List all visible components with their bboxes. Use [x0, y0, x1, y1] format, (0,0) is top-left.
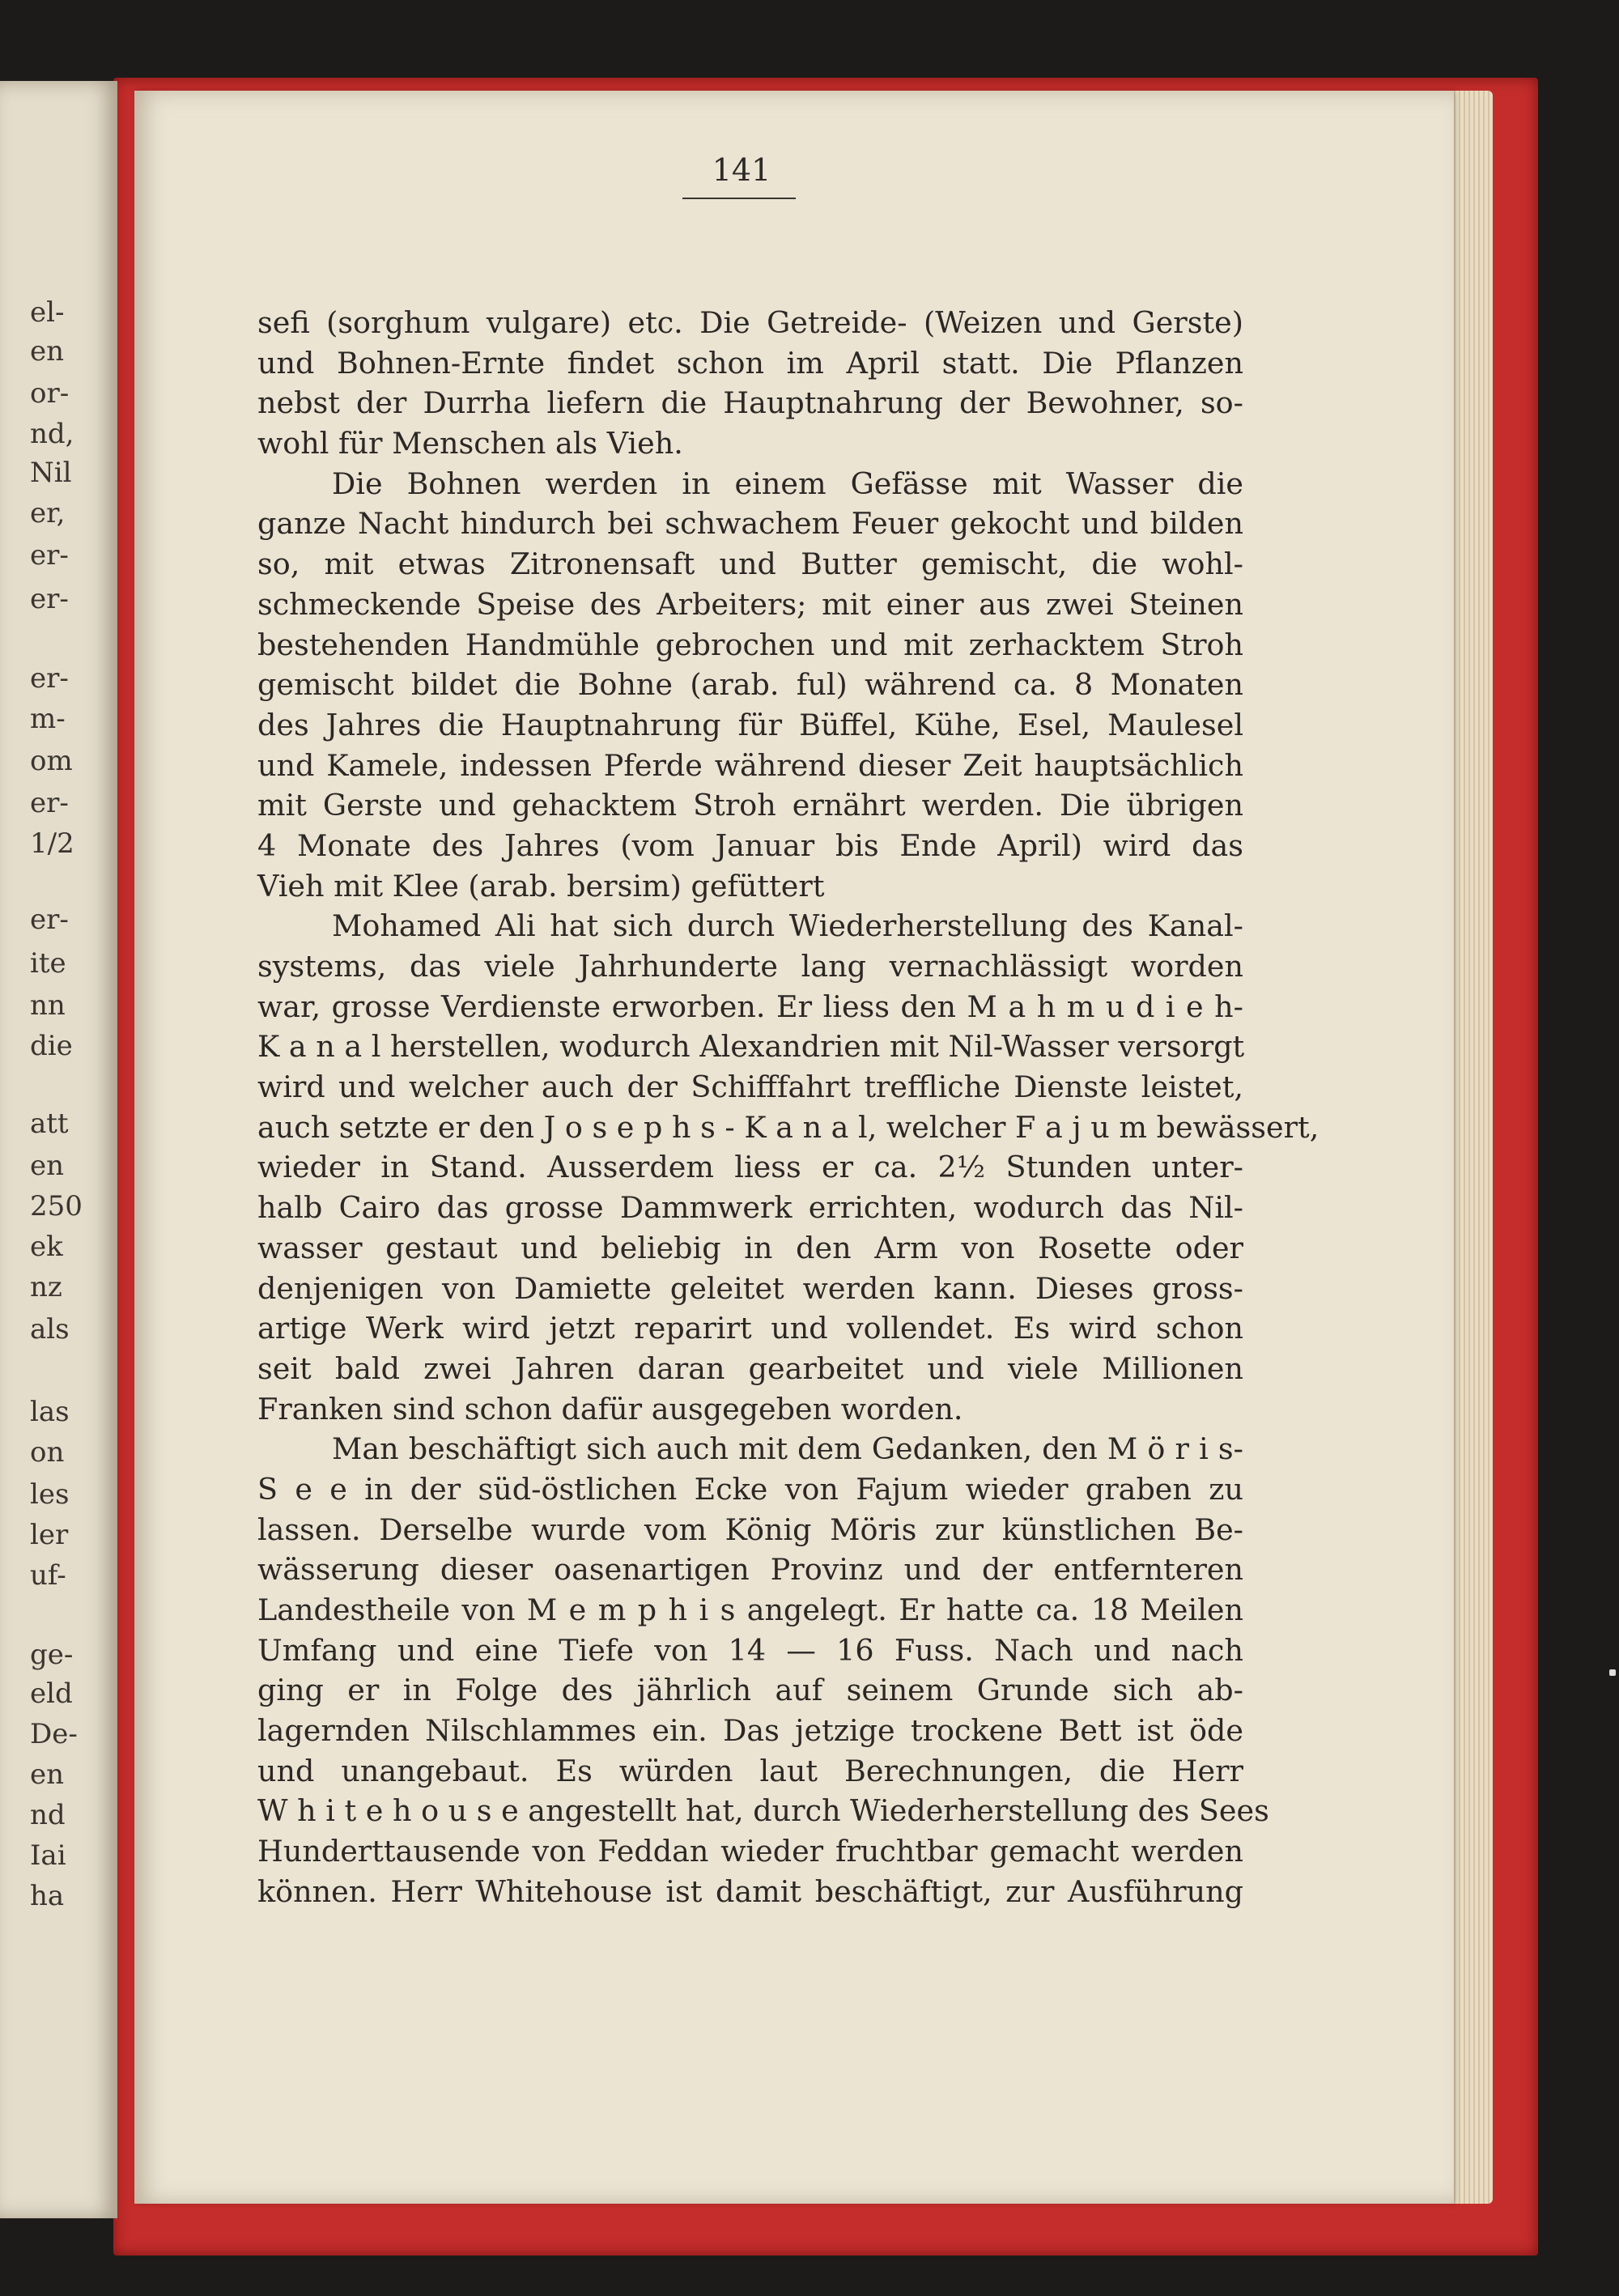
- left-page-fragment: Nil: [30, 457, 72, 489]
- text-line: ganze Nacht hindurch bei schwachem Feuer gekocht und bilden: [257, 506, 1243, 542]
- left-page-fragment: De-: [30, 1718, 78, 1750]
- text-line: mit Gerste und gehacktem Stroh ernährt werden. Die übrigen: [257, 788, 1243, 823]
- left-page-fragment: uf-: [30, 1559, 66, 1592]
- left-page-fragment: nd,: [30, 418, 74, 450]
- left-page-fragment: ite: [30, 947, 66, 980]
- text-line: Mohamed Ali hat sich durch Wiederherstellung des Kanal-: [332, 908, 1243, 944]
- text-line: Die Bohnen werden in einem Gefässe mit Wasser die: [332, 466, 1243, 501]
- text-line: Franken sind schon dafür ausgegeben worden.: [257, 1391, 963, 1426]
- text-line: des Jahres die Hauptnahrung für Büffel, Kühe, Esel, Maulesel: [257, 707, 1243, 742]
- text-line: systems, das viele Jahrhunderte lang vernachlässigt worden: [257, 949, 1243, 984]
- text-line: bestehenden Handmühle gebrochen und mit zerhacktem Stroh: [257, 627, 1243, 662]
- left-page-fragment: als: [30, 1313, 70, 1346]
- text-line: W h i t e h o u s e angestellt hat, durch Wiederherstellung des Sees: [257, 1793, 1269, 1829]
- text-line: nebst der Durrha liefern die Hauptnahrung der Bewohner, so-: [257, 385, 1243, 421]
- left-page-fragment: att: [30, 1108, 69, 1140]
- left-page-fragment: er-: [30, 583, 69, 615]
- left-page-fragment: die: [30, 1030, 73, 1062]
- left-page-fragment: ler: [30, 1519, 69, 1551]
- text-line: auch setzte er den J o s e p h s - K a n a l, welcher F a j u m bewässert,: [257, 1109, 1319, 1145]
- text-line: so, mit etwas Zitronensaft und Butter gemischt, die wohl-: [257, 546, 1243, 582]
- left-page-fragment: 250: [30, 1190, 83, 1222]
- text-line: war, grosse Verdienste erworben. Er liess den M a h m u d i e h-: [257, 989, 1243, 1024]
- text-line: wohl für Menschen als Vieh.: [257, 426, 683, 461]
- left-page-fragment: er-: [30, 662, 69, 695]
- left-page-fragment: las: [30, 1396, 70, 1428]
- edge-mark: [1609, 1669, 1616, 1676]
- left-page-fragment: en: [30, 1758, 65, 1791]
- left-page-fragment: nd: [30, 1799, 66, 1831]
- text-line: und unangebaut. Es würden laut Berechnungen, die Herr: [257, 1753, 1243, 1788]
- text-line: Umfang und eine Tiefe von 14 — 16 Fuss. Nach und nach: [257, 1632, 1243, 1668]
- text-line: wird und welcher auch der Schifffahrt treffliche Dienste leistet,: [257, 1069, 1243, 1105]
- text-line: halb Cairo das grosse Dammwerk errichten, wodurch das Nil-: [257, 1190, 1243, 1226]
- left-page-fragment: er,: [30, 497, 66, 529]
- left-page-fragment: nn: [30, 989, 66, 1022]
- body-text: [257, 303, 1319, 1912]
- left-page-fragment: el-: [30, 296, 65, 329]
- text-line: schmeckende Speise des Arbeiters; mit einer aus zwei Steinen: [257, 586, 1243, 622]
- text-line: Man beschäftigt sich auch mit dem Gedanken, den M ö r i s-: [332, 1431, 1243, 1467]
- text-line: gemischt bildet die Bohne (arab. ful) während ca. 8 Monaten: [257, 667, 1243, 703]
- text-line: lassen. Derselbe wurde vom König Möris zur künstlichen Be-: [257, 1512, 1243, 1547]
- left-page-fragment: nz: [30, 1271, 62, 1303]
- left-page-fragment: er-: [30, 539, 69, 572]
- text-line: S e e in der süd-östlichen Ecke von Fajum wieder graben zu: [257, 1471, 1243, 1507]
- left-page-fragment: en: [30, 1150, 65, 1182]
- left-page-fragment: ha: [30, 1880, 65, 1912]
- text-line: und Kamele, indessen Pferde während dieser Zeit hauptsächlich: [257, 747, 1243, 783]
- text-line: sefi (sorghum vulgare) etc. Die Getreide- (Weizen und Gerste): [257, 305, 1243, 340]
- text-line: lagernden Nilschlammes ein. Das jetzige trockene Bett ist öde: [257, 1713, 1243, 1749]
- text-line: denjenigen von Damiette geleitet werden kann. Dieses gross-: [257, 1270, 1243, 1306]
- text-line: Landestheile von M e m p h i s angelegt. Er hatte ca. 18 Meilen: [257, 1592, 1243, 1627]
- text-line: wässerung dieser oasenartigen Provinz und der entfernteren: [257, 1552, 1243, 1588]
- left-page-fragment: er-: [30, 904, 69, 936]
- text-line: können. Herr Whitehouse ist damit beschäftigt, zur Ausführung: [257, 1873, 1243, 1909]
- left-page-fragment: m-: [30, 703, 66, 735]
- text-line: und Bohnen-Ernte findet schon im April statt. Die Pflanzen: [257, 345, 1243, 381]
- text-line: Vieh mit Klee (arab. bersim) gefüttert: [257, 868, 825, 904]
- text-line: ging er in Folge des jährlich auf seinem Grunde sich ab-: [257, 1673, 1243, 1708]
- text-line: 4 Monate des Jahres (vom Januar bis Ende April) wird das: [257, 827, 1243, 863]
- left-page-fragment: om: [30, 745, 73, 777]
- left-page-fragment: en: [30, 335, 65, 368]
- text-line: artige Werk wird jetzt reparirt und vollendet. Es wird schon: [257, 1311, 1243, 1346]
- left-page-fragment: ek: [30, 1231, 63, 1263]
- text-line: K a n a l herstellen, wodurch Alexandrien mit Nil-Wasser versorgt: [257, 1029, 1245, 1065]
- left-page-fragment: ge-: [30, 1639, 74, 1671]
- text-line: Hunderttausende von Feddan wieder fruchtbar gemacht werden: [257, 1834, 1243, 1869]
- page-number: 141: [712, 152, 771, 188]
- left-page-fragment: 1/2: [30, 827, 74, 860]
- text-line: wieder in Stand. Ausserdem liess er ca. 2½ Stunden unter-: [257, 1150, 1243, 1185]
- page-number-rule: [682, 198, 796, 199]
- left-page-fragment: or-: [30, 377, 70, 410]
- left-page-fragment: les: [30, 1478, 70, 1511]
- left-page-fragment: on: [30, 1436, 65, 1469]
- text-line: seit bald zwei Jahren daran gearbeitet und viele Millionen: [257, 1350, 1243, 1386]
- text-line: wasser gestaut und beliebig in den Arm von Rosette oder: [257, 1230, 1243, 1265]
- left-page-fragment: Iai: [30, 1839, 66, 1872]
- left-page-fragment: eld: [30, 1677, 73, 1710]
- left-page-fragment: er-: [30, 787, 69, 819]
- left-page-edge: [0, 81, 117, 2218]
